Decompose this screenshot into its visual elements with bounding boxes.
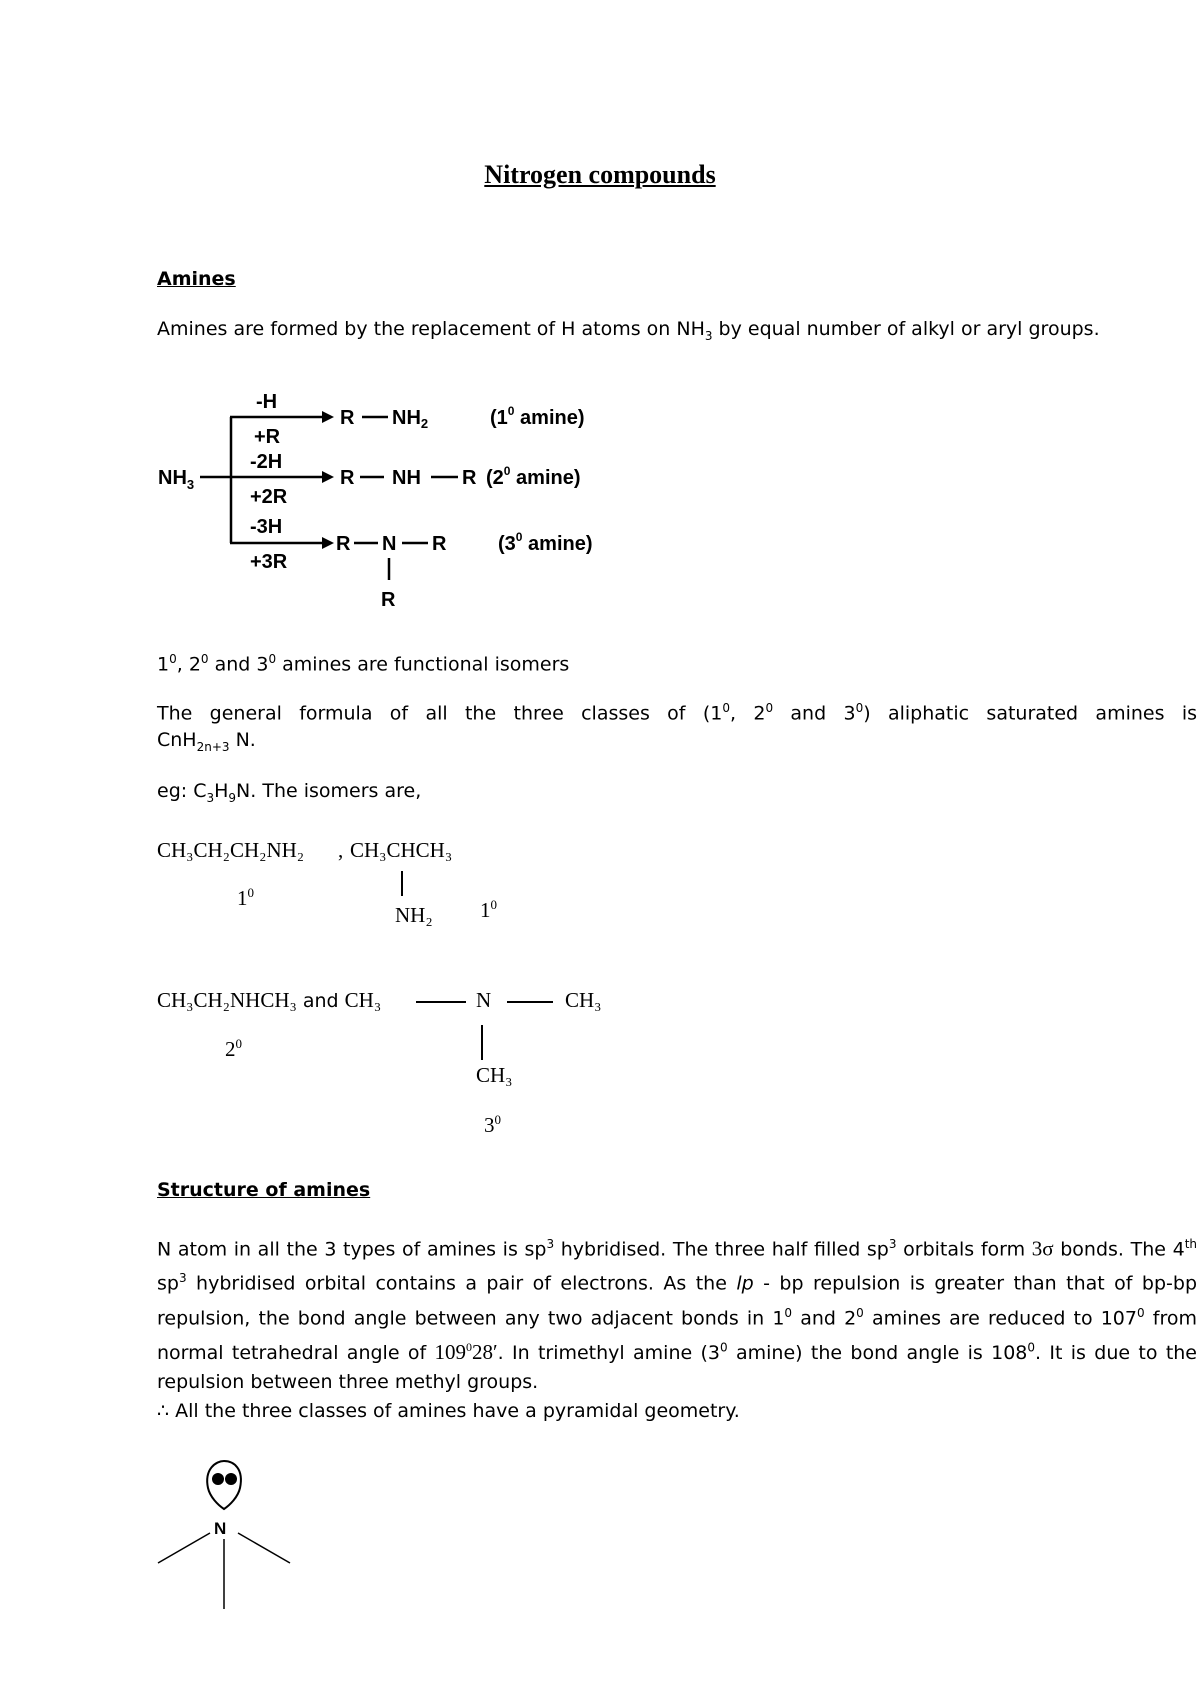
amines-intro: Amines are formed by the replacement of H atoms on $NH_3$ by equal number of alkyl or aryl groups. [157,318,1100,343]
functional-isomers-line: $1^0$, $2^0$ and $3^0$ amines are functional isomers [157,652,570,676]
row1-class-label: ($1^0$ amine) [490,404,585,429]
arrowhead-1 [322,411,334,423]
row1-product: $NH_2$ [392,407,429,431]
trimethylamine-bond-down [481,1025,483,1060]
pyramid-n: N [214,1519,227,1538]
arrowhead-2 [322,471,334,483]
row1-r: R [340,407,355,429]
amines-heading: Amines [157,268,236,290]
ethylmethylamine-formula: CH₃CH₂NHCH₃ and CH₃ [157,988,382,1012]
arrowhead-3 [322,537,334,549]
page-title: Nitrogen compounds [484,160,716,189]
structure-paragraph: N atom in all the 3 types of amines is $sp^3$ hybridised. The three half filled $sp^3$ orbitals form 3σ bonds. The 4th $sp^3$ hybridised orbital contains a pair of electrons. As the lp - bp repulsion is greater than that of bp-bp repulsion, the bond angle between any two adjacent bonds in $1^0$ and $2^0$ amines are reduced to $107^0$ from normal tetrahedral angle of $109^028'$. In trimethyl amine ($3^0$ amine) the bond angle is $108^0$. It is due to the repulsion between three methyl groups. [157,1236,1198,1393]
row2-nh: NH [392,467,421,489]
ethylmethylamine-class: $2^0$ [225,1036,242,1061]
row3-r3: R [381,589,396,611]
isopropylamine-class: $1^0$ [480,897,497,922]
row1-below-label: +R [254,426,281,448]
trimethylamine-branch: CH₃ [476,1063,513,1087]
row2-class-label: ($2^0$ amine) [486,464,581,489]
row3-above-label: -3H [250,516,283,538]
formula-separator: , [338,838,344,862]
row3-r2: R [432,533,447,555]
example-line: eg: $C_3H_9N$. The isomers are, [157,780,422,805]
pyramid-bond-left [158,1533,210,1563]
pyramidal-conclusion: ∴ All the three classes of amines have a pyramidal geometry. [157,1400,740,1422]
row2-above-label: -2H [250,451,283,473]
general-formula-expression: CnH$_{2n+3}$ N. [157,729,256,754]
propylamine-formula: CH₃CH₂CH₂NH₂ [157,838,305,862]
trimethylamine-bond-left [416,1001,466,1003]
row2-below-label: +2R [250,486,288,508]
isopropylamine-formula: CH₃CHCH₃ [350,838,453,862]
row3-class-label: ($3^0$ amine) [498,530,593,555]
isopropylamine-bond [401,871,403,896]
lone-pair-electron-1 [212,1473,224,1485]
trimethylamine-class: $3^0$ [484,1112,501,1137]
trimethylamine-right: CH₃ [565,988,602,1012]
lone-pair-electron-2 [225,1473,237,1485]
row3-n: N [382,533,397,555]
trimethylamine-n: N [476,988,492,1012]
propylamine-class: $1^0$ [237,885,254,910]
pyramid-bond-right [238,1533,290,1563]
pyramidal-geometry-diagram [150,1455,300,1615]
general-formula-line: The general formula of all the three classes of ($1^0$, $2^0$ and $3^0$) aliphatic saturated amines is [157,701,1198,725]
amine-formation-scheme [150,380,620,620]
ammonia-label: $NH_3$ [158,467,195,492]
isopropylamine-branch: NH₂ [395,903,433,927]
lone-pair-orbital [207,1461,241,1509]
row1-above-label: -H [256,391,278,413]
row2-r2: R [462,467,477,489]
therefore-symbol: ∴ [157,1400,170,1422]
trimethylamine-bond-right [507,1001,553,1003]
row2-r: R [340,467,355,489]
structure-heading: Structure of amines [157,1179,371,1201]
row3-r: R [336,533,351,555]
row3-below-label: +3R [250,551,288,573]
